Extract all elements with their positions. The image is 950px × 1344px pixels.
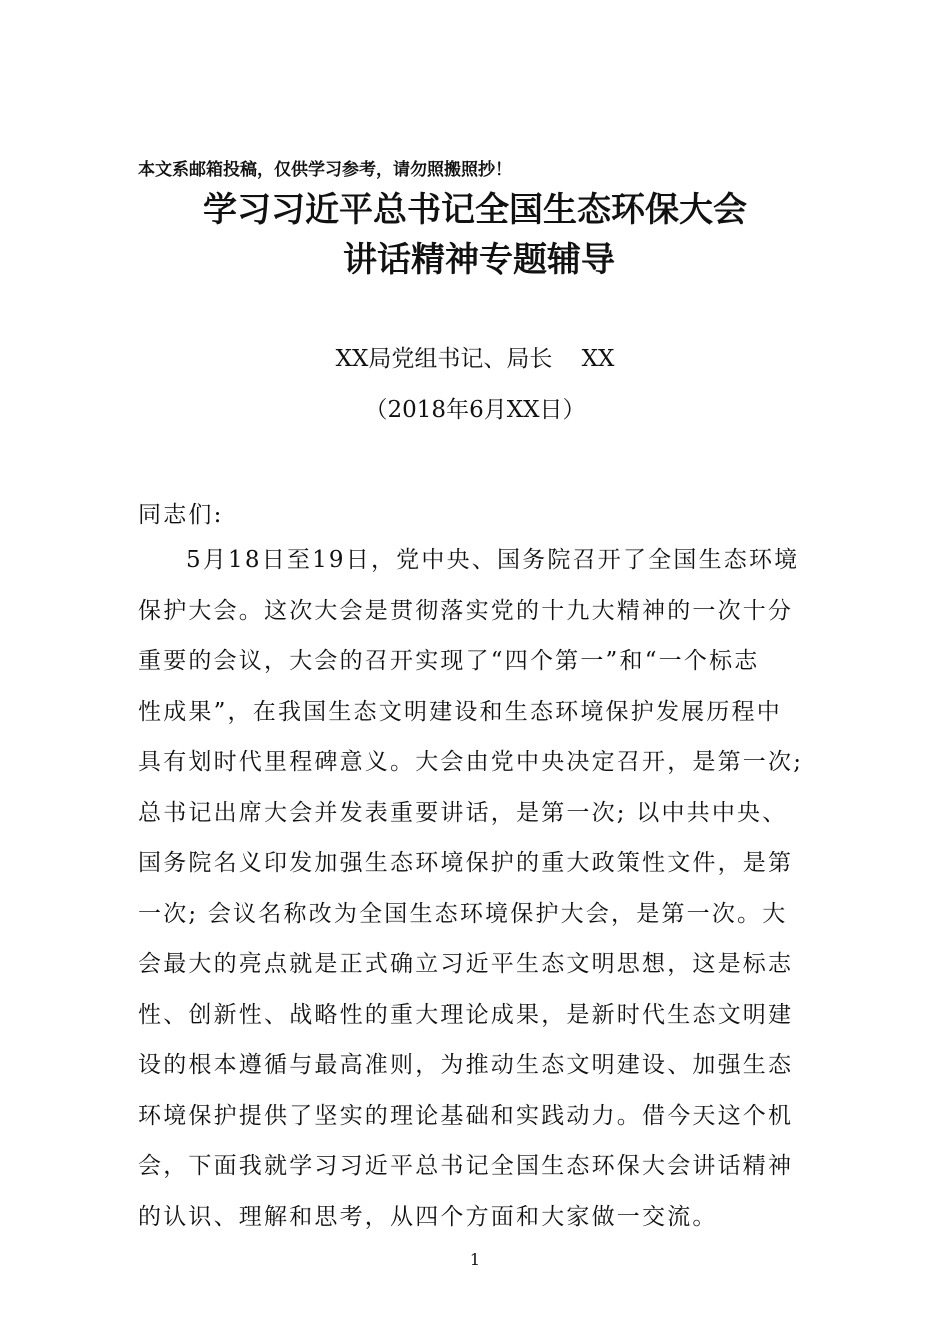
paragraph-line: 5月18日至19日，党中央、国务院召开了全国生态环境 <box>186 547 800 573</box>
paragraph-line: 性、创新性、战略性的重大理论成果，是新时代生态文明建 <box>138 1001 794 1028</box>
paragraph-line: 重要的会议，大会的召开实现了“四个第一”和“一个标志 <box>138 648 760 674</box>
author-line: XX局党组书记、局长 XX <box>335 346 615 372</box>
paragraph-line: 总书记出席大会并发表重要讲话，是第一次; 以中共中央、 <box>138 799 788 826</box>
salutation: 同志们: <box>138 502 224 528</box>
paragraph-line: 国务院名义印发加强生态环境保护的重大政策性文件，是第 <box>138 850 794 876</box>
disclaimer-note: 本文系邮箱投稿，仅供学习参考，请勿照搬照抄！ <box>138 160 512 180</box>
paragraph-line: 会最大的亮点就是正式确立习近平生态文明思想，这是标志 <box>138 951 794 977</box>
paragraph-line: 保护大会。这次大会是贯彻落实党的十九大精神的一次十分 <box>138 597 794 624</box>
body-paragraph <box>138 535 818 1242</box>
paragraph-line: 的认识、理解和思考，从四个方面和大家做一交流。 <box>138 1203 718 1230</box>
date-line: （2018年6月XX日） <box>364 397 586 423</box>
paragraph-line: 一次; 会议名称改为全国生态环境保护大会，是第一次。大 <box>138 900 788 927</box>
paragraph-line: 性成果”，在我国生态文明建设和生态环境保护发展历程中 <box>138 698 782 725</box>
document-title-line-2: 讲话精神专题辅导 <box>343 240 615 280</box>
paragraph-line: 具有划时代里程碑意义。大会由党中央决定召开，是第一次; <box>138 749 804 775</box>
paragraph-line: 环境保护提供了坚实的理论基础和实践动力。借今天这个机 <box>138 1102 794 1129</box>
page-number: 1 <box>469 1250 481 1269</box>
paragraph-line: 会，下面我就学习习近平总书记全国生态环保大会讲话精神 <box>138 1153 794 1179</box>
document-title-line-1: 学习习近平总书记全国生态环保大会 <box>203 190 747 230</box>
paragraph-line: 设的根本遵循与最高准则，为推动生态文明建设、加强生态 <box>138 1052 794 1078</box>
